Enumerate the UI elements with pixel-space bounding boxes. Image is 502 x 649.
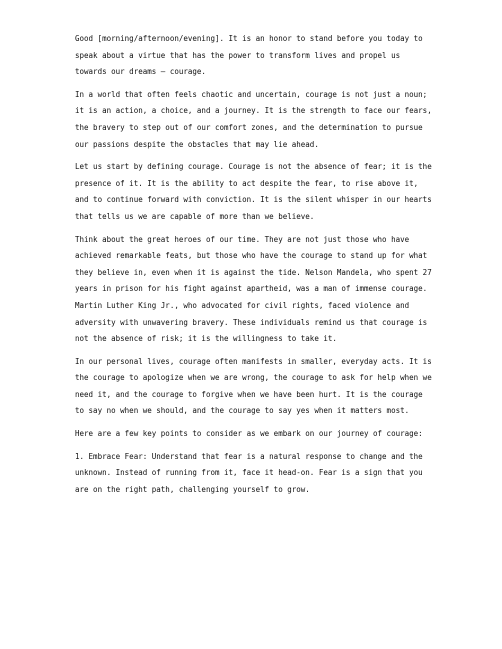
- document-body: [75, 31, 435, 504]
- paragraph-definition: Let us start by defining courage. Courage is not the absence of fear; it is the presence of it. It is the ability to act despite the fear, to rise above it, and to continue forward with conviction. It is the silent whisper in our hearts that tells us we are capable of more than we believe.: [75, 162, 432, 221]
- paragraph-personal: In our personal lives, courage often manifests in smaller, everyday acts. It is the courage to apologize when we are wrong, the courage to ask for help when we need it, and the courage to forgive when we have been hurt. It is the courage to say no when we should, and the courage to say yes when it matters most.: [75, 356, 432, 416]
- paragraph-world: In a world that often feels chaotic and uncertain, courage is not just a noun; it is an action, a choice, and a journey. It is the strength to face our fears, the bravery to step out of our comfort zones, and the determination to pursue our passions despite the obstacles that may lie ahead.: [75, 89, 432, 149]
- paragraph-key-points-intro: Here are a few key points to consider as we embark on our journey of courage:: [75, 429, 423, 439]
- paragraph-greeting: Good [morning/afternoon/evening]. It is an honor to stand before you today to speak about a virtue that has the power to transform lives and propel us towards our dreams – courage.: [75, 34, 423, 77]
- paragraph-embrace-fear: 1. Embrace Fear: Understand that fear is a natural response to change and the unknown. Instead of running from it, face it head-on. Fear is a sign that you are on the right path, challenging yourself to grow.: [75, 451, 423, 494]
- paragraph-heroes: Think about the great heroes of our time. They are not just those who have achieved remarkable feats, but those who have the courage to stand up for what they believe in, even when it is against the tide. Nelson Mandela, who spent 27 years in prison for his fight against apartheid, was a man of immense courage. Martin Luther King Jr., who advocated for civil rights, faced violence and adversity with unwavering bravery. These individuals remind us that courage is not the absence of risk; it is the willingness to take it.: [75, 234, 432, 344]
